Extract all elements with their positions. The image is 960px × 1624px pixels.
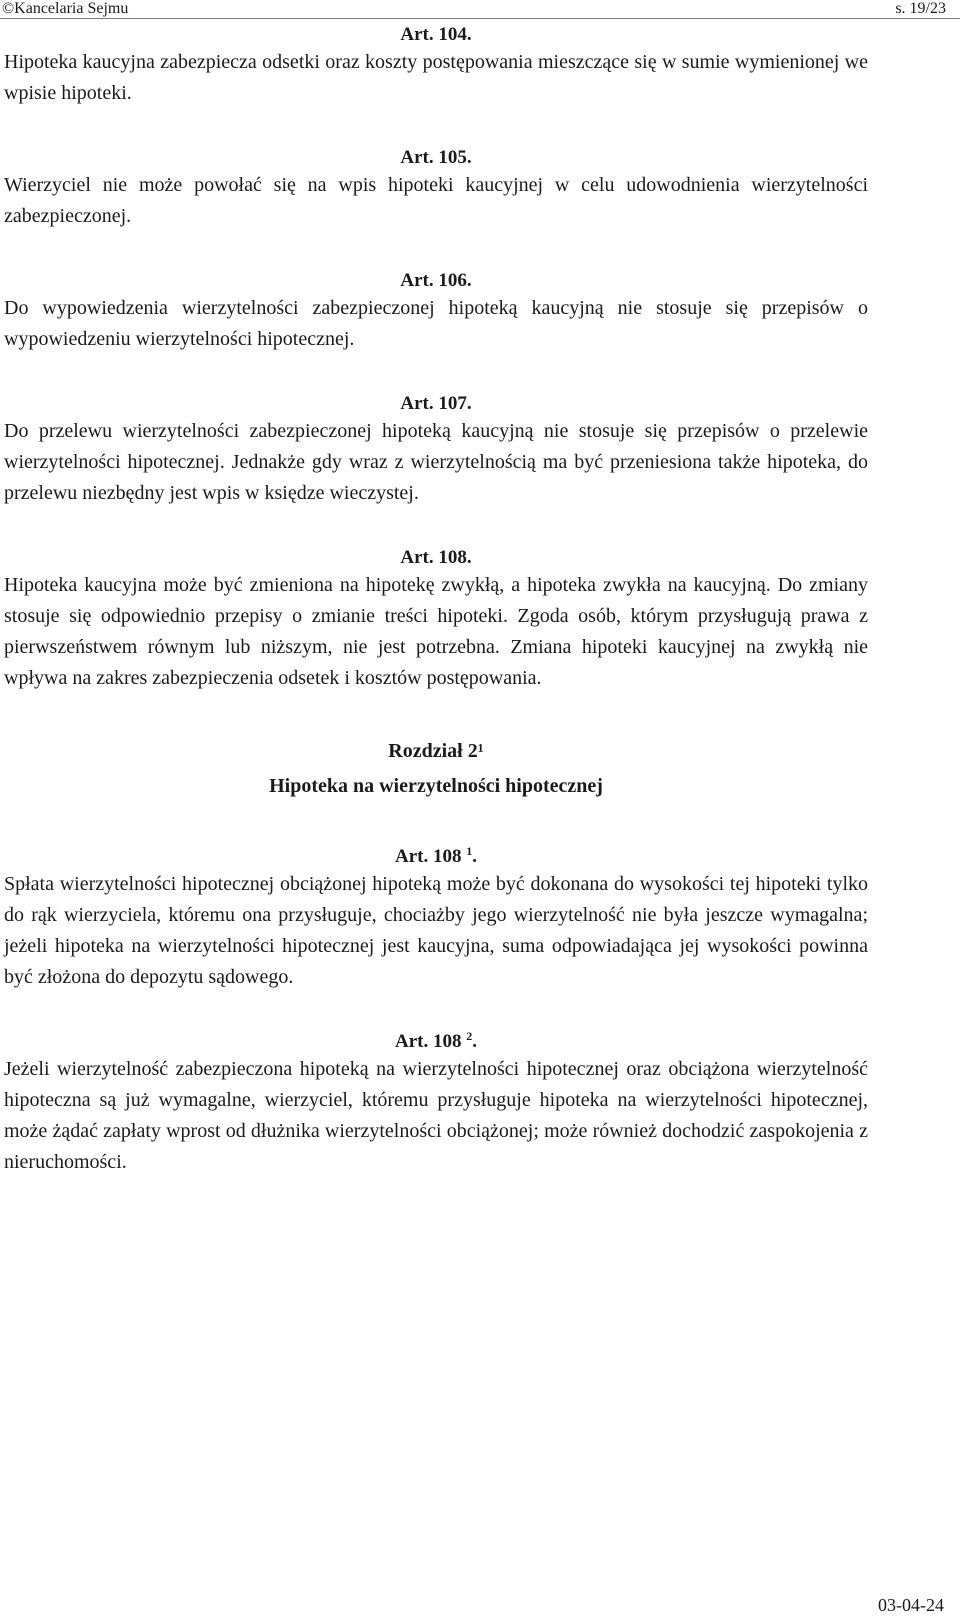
article-title: Art. 107. — [400, 393, 472, 414]
chapter-subtitle: Hipoteka na wierzytelności hipotecznej — [269, 775, 603, 797]
article-title-main: Art. 108 — [395, 846, 462, 867]
article-title-end: . — [472, 1031, 477, 1052]
chapter-heading — [4, 738, 868, 800]
article-title: Art. 106. — [400, 270, 472, 291]
article-text: Do przelewu wierzytelności zabezpieczonej hipoteką kaucyjną nie stosuje się przepisów o przelewie wierzytelności hipotecznej. Jednakże gdy wraz z wierzytelnością ma być przeniesiona także hipoteka, do przelewu niezbędny jest wpis w księdze wieczystej. — [4, 420, 868, 504]
article-text: Spłata wierzytelności hipotecznej obciążonej hipoteką może być dokonana do wysokości tej hipoteki tylko do rąk wierzyciela, któremu ona przysługuje, chociażby jego wierzytelność nie była jeszcze wymagalna; jeżeli hipoteka na wierzytelności hipotecznej jest kaucyjna, suma odpowiadająca jej wysokości powinna być złożona do depozytu sądowego. — [4, 873, 868, 988]
header-source: ©Kancelaria Sejmu — [2, 0, 129, 17]
article — [4, 22, 868, 109]
article-title — [4, 844, 868, 869]
page-header — [0, 0, 960, 19]
document-body — [4, 22, 868, 1178]
article — [4, 145, 868, 232]
article — [4, 844, 868, 993]
article-title-superscript: 2 — [466, 1029, 473, 1043]
article-text: Wierzyciel nie może powołać się na wpis hipoteki kaucyjnej w celu udowodnienia wierzytelności zabezpieczonej. — [4, 174, 868, 227]
article — [4, 1029, 868, 1178]
article-title-superscript: 1 — [466, 844, 473, 858]
article-text: Hipoteka kaucyjna może być zmieniona na hipotekę zwykłą, a hipoteka zwykła na kaucyjną. Do zmiany stosuje się odpowiednio przepisy o zmianie treści hipoteki. Zgoda osób, którym przysługują prawa z pierwszeństwem równym lub niższym, nie jest potrzebna. Zmiana hipoteki kaucyjnej na zwykłą nie wpływa na zakres zabezpieczenia odsetek i kosztów postępowania. — [4, 574, 868, 689]
article-title: Art. 104. — [400, 24, 472, 45]
chapter-title: Rozdział 2¹ — [388, 740, 484, 762]
article-text: Hipoteka kaucyjna zabezpiecza odsetki oraz koszty postępowania mieszczące się w sumie wymienionej we wpisie hipoteki. — [4, 51, 868, 104]
article — [4, 391, 868, 509]
article-title: Art. 105. — [400, 147, 472, 168]
article-title — [4, 1029, 868, 1054]
article — [4, 545, 868, 694]
article-title-main: Art. 108 — [395, 1031, 462, 1052]
article — [4, 268, 868, 355]
article-text: Do wypowiedzenia wierzytelności zabezpieczonej hipoteką kaucyjną nie stosuje się przepisów o wypowiedzeniu wierzytelności hipotecznej. — [4, 297, 868, 350]
article-title-end: . — [472, 846, 477, 867]
footer-date: 03-04-24 — [878, 1595, 944, 1615]
article-text: Jeżeli wierzytelność zabezpieczona hipoteką na wierzytelności hipotecznej oraz obciążona wierzytelność hipoteczna są już wymagalne, wierzyciel, któremu przysługuje hipoteka na wierzytelności hipotecznej, może żądać zapłaty wprost od dłużnika wierzytelności obciążonej; może również dochodzić zaspokojenia z nieruchomości. — [4, 1058, 868, 1173]
header-page-number: s. 19/23 — [895, 0, 946, 17]
article-title: Art. 108. — [400, 547, 472, 568]
